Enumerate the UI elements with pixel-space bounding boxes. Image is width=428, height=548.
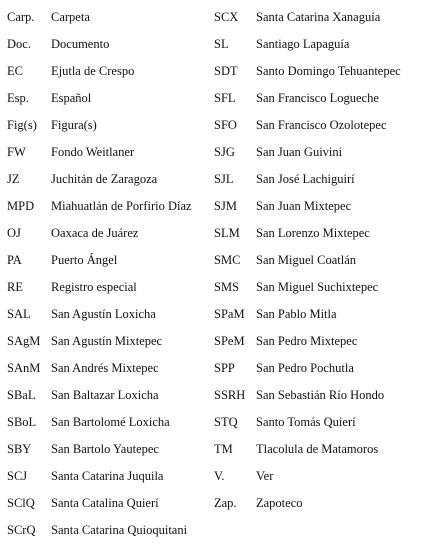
abbreviation: SBY (7, 442, 32, 456)
abbreviation: SDT (214, 64, 238, 78)
expansion: San Pedro Pochutla (256, 361, 354, 375)
abbreviation: SClQ (7, 496, 35, 510)
expansion: San Bartolomé Loxicha (51, 415, 170, 429)
expansion: San Juan Mixtepec (256, 199, 352, 213)
abbreviation-list (0, 7, 428, 547)
abbreviation: FW (7, 145, 26, 159)
expansion: San Baltazar Loxicha (51, 388, 159, 402)
abbreviation: SMC (214, 253, 241, 267)
abbreviation: SFL (214, 91, 236, 105)
expansion: San Agustín Mixtepec (51, 334, 163, 348)
expansion: San Francisco Logueche (256, 91, 379, 105)
abbreviation: SAgM (7, 334, 41, 348)
expansion: Registro especial (51, 280, 137, 294)
expansion: Santa Catarina Quioquitani (51, 523, 188, 537)
abbreviation: SLM (214, 226, 240, 240)
expansion: San Pablo Mitla (256, 307, 337, 321)
expansion: San Andrés Mixtepec (51, 361, 159, 375)
abbreviation: SJL (214, 172, 234, 186)
abbreviation: SSRH (214, 388, 246, 402)
expansion: San Bartolo Yautepec (51, 442, 159, 456)
expansion: Tlacolula de Matamoros (256, 442, 379, 456)
abbreviation: SJM (214, 199, 237, 213)
expansion: Puerto Ángel (51, 253, 118, 267)
abbreviation: SPP (214, 361, 235, 375)
abbreviation: SCX (214, 10, 239, 24)
expansion: Zapoteco (256, 496, 303, 510)
abbreviation: SAnM (7, 361, 41, 375)
expansion: San Miguel Suchixtepec (256, 280, 379, 294)
expansion: San José Lachiguirí (256, 172, 355, 186)
expansion: San Pedro Mixtepec (256, 334, 358, 348)
abbreviation: V. (214, 469, 225, 483)
abbreviation: SPaM (214, 307, 245, 321)
expansion: Santa Catarina Juquila (51, 469, 164, 483)
abbreviation: STQ (214, 415, 238, 429)
abbreviation: PA (7, 253, 22, 267)
abbreviation: Carp. (7, 10, 35, 24)
expansion: Santa Catarina Xanaguía (256, 10, 381, 24)
expansion: San Miguel Coatlán (256, 253, 356, 267)
expansion: Miahuatlán de Porfirio Díaz (51, 199, 192, 213)
expansion: Español (51, 91, 92, 105)
abbreviation: Doc. (7, 37, 31, 51)
expansion: Fondo Weitlaner (51, 145, 135, 159)
expansion: Ejutla de Crespo (51, 64, 135, 78)
abbreviation: SMS (214, 280, 240, 294)
expansion: Santo Domingo Tehuantepec (256, 64, 401, 78)
expansion: Santa Catalina Quierí (51, 496, 159, 510)
abbreviation: SBaL (7, 388, 36, 402)
expansion: Carpeta (51, 10, 90, 24)
expansion: Santiago Lapaguía (256, 37, 350, 51)
abbreviation: SAL (7, 307, 31, 321)
abbreviation: Fig(s) (7, 118, 37, 132)
expansion: Santo Tomás Quierí (256, 415, 356, 429)
abbreviation: SBoL (7, 415, 37, 429)
abbreviation: SPeM (214, 334, 245, 348)
abbreviation: SJG (214, 145, 235, 159)
abbreviation: SL (214, 37, 229, 51)
expansion: San Francisco Ozolotepec (256, 118, 387, 132)
expansion: Figura(s) (51, 118, 97, 132)
abbreviation: MPD (7, 199, 35, 213)
expansion: San Agustín Loxicha (51, 307, 156, 321)
abbreviation: SFO (214, 118, 237, 132)
abbreviation: JZ (7, 172, 20, 186)
expansion: San Juan Guivini (256, 145, 343, 159)
abbreviation: SCrQ (7, 523, 36, 537)
abbreviation: SCJ (7, 469, 28, 483)
abbreviation: OJ (7, 226, 21, 240)
expansion: San Sebastián Río Hondo (256, 388, 385, 402)
abbreviation: Esp. (7, 91, 29, 105)
expansion: Documento (51, 37, 110, 51)
abbreviation: TM (214, 442, 233, 456)
abbreviation: EC (7, 64, 23, 78)
expansion: Juchitán de Zaragoza (51, 172, 158, 186)
abbreviation: Zap. (214, 496, 237, 510)
expansion: Ver (256, 469, 274, 483)
expansion: Oaxaca de Juárez (51, 226, 139, 240)
expansion: San Lorenzo Mixtepec (256, 226, 370, 240)
abbreviation: RE (7, 280, 23, 294)
